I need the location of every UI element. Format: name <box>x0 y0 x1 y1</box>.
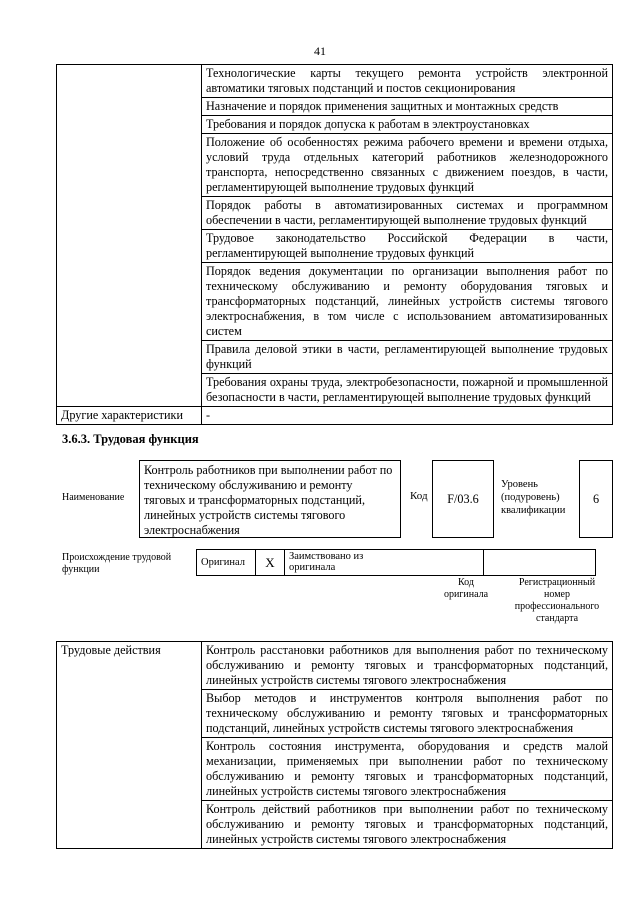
knowledge-item: Порядок ведения документации по организации выполнения работ по техническому обслуживанию и ремонту оборудования тяговых и трансформаторных подстанций, линейных устройств системы тягового электроснабжения, в том числе с использованием автоматизированных систем <box>202 263 613 341</box>
other-characteristics-label: Другие характеристики <box>57 407 202 425</box>
labor-action-item: Выбор методов и инструментов контроля выполнения работ по техническому обслуживанию и ремонту тяговых и трансформаторных подстанций, линейных устройств системы тягового электроснабжения <box>202 690 613 738</box>
borrowed-label <box>285 550 484 576</box>
section-heading: 3.6.3. Трудовая функция <box>62 432 199 446</box>
qualification-level-box: 6 <box>579 460 613 538</box>
borrowed-line: оригинала <box>289 562 336 573</box>
caption-line: оригинала <box>443 589 489 600</box>
function-code-box: F/03.6 <box>432 460 494 538</box>
other-characteristics-value: - <box>202 407 613 425</box>
origin-label-line: Происхождение трудовой <box>62 552 172 563</box>
knowledge-item: Требования и порядок допуска к работам в электроустановках <box>202 116 613 134</box>
level-label-line: квалификации <box>501 505 566 516</box>
table-row <box>197 550 596 576</box>
knowledge-item: Требования охраны труда, электробезопасности, пожарной и промышленной безопасности в части, регламентирующей выполнение трудовых функций <box>202 374 613 407</box>
original-label: Оригинал <box>197 550 256 576</box>
knowledge-item: Назначение и порядок применения защитных и монтажных средств <box>202 98 613 116</box>
original-mark: X <box>256 550 285 576</box>
knowledge-table <box>56 64 613 425</box>
borrowed-line: Заимствовано из <box>289 551 364 562</box>
knowledge-item: Технологические карты текущего ремонта устройств электронной автоматики тяговых подстанций и постов секционирования <box>202 65 613 98</box>
registration-number-cell <box>484 550 596 576</box>
caption-line: профессионального <box>514 601 600 612</box>
knowledge-item: Порядок работы в автоматизированных системах и программном обеспечении в части, регламентирующей выполнение трудовых функций <box>202 197 613 230</box>
table-row <box>57 642 613 690</box>
table-row <box>57 407 613 425</box>
qualification-level-label <box>501 478 565 517</box>
caption-line: стандарта <box>535 613 579 624</box>
labor-actions-table <box>56 641 613 849</box>
caption-code-original <box>438 577 494 601</box>
knowledge-item: Положение об особенностях режима рабочего времени и времени отдыха, условий труда отдельных категорий работников железнодорожного транспорта, непосредственно связанных с движением поездов, в части, регламентирующей выполнение трудовых функций <box>202 134 613 197</box>
table-row <box>57 65 613 98</box>
knowledge-item: Трудовое законодательство Российской Федерации в части, регламентирующей выполнение трудовых функций <box>202 230 613 263</box>
code-label: Код <box>410 490 428 502</box>
knowledge-item: Правила деловой этики в части, регламентирующей выполнение трудовых функций <box>202 341 613 374</box>
origin-label <box>62 552 192 576</box>
labor-action-item: Контроль действий работников при выполнении работ по техническому обслуживанию и ремонту тяговых и трансформаторных подстанций, линейных устройств системы тягового электроснабжения <box>202 801 613 849</box>
level-label-line: (подуровень) <box>501 492 560 503</box>
origin-table <box>196 549 596 576</box>
page-number: 41 <box>314 44 326 58</box>
function-name-box: Контроль работников при выполнении работ по техническому обслуживанию и ремонту тяговых и трансформаторных подстанций, линейных устройств системы тягового электроснабжения <box>139 460 401 538</box>
name-label: Наименование <box>62 492 125 503</box>
labor-action-item: Контроль расстановки работников для выполнения работ по техническому обслуживанию и ремонту тяговых и трансформаторных подстанций, линейных устройств системы тягового электроснабжения <box>202 642 613 690</box>
labor-action-item: Контроль состояния инструмента, оборудования и средств малой механизации, применяемых при выполнении работ по техническому обслуживанию и ремонту тяговых и трансформаторных подстанций, линейных устройств системы тягового электроснабжения <box>202 738 613 801</box>
caption-line: номер <box>544 589 570 600</box>
caption-line: Регистрационный <box>518 577 596 588</box>
caption-line: Код <box>458 577 474 588</box>
labor-actions-label: Трудовые действия <box>57 642 202 849</box>
table-lead-cell <box>57 65 202 407</box>
level-label-line: Уровень <box>501 479 538 490</box>
caption-registration-number <box>502 577 612 625</box>
origin-label-line: функции <box>62 564 100 575</box>
